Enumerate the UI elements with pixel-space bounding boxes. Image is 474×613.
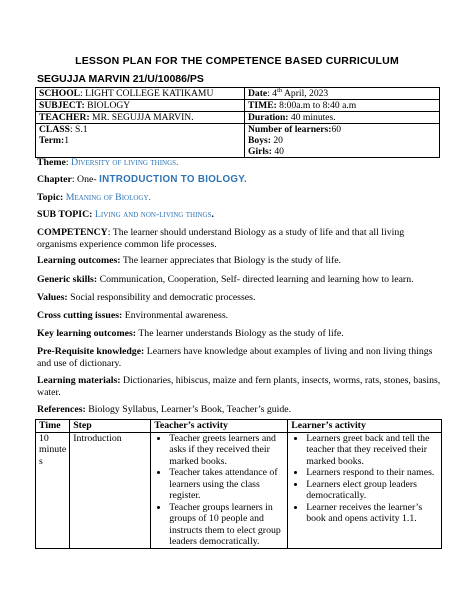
chapter-line bbox=[37, 174, 247, 186]
duration-label: Duration: bbox=[248, 112, 289, 123]
term-label: Term: bbox=[39, 135, 65, 146]
materials-paragraph bbox=[37, 375, 442, 399]
term-value: 1 bbox=[64, 135, 70, 146]
school-value: : LIGHT COLLEGE KATIKAMU bbox=[80, 88, 214, 99]
subject-label: SUBJECT: bbox=[39, 100, 85, 111]
author-line: SEGUJJA MARVIN 21/U/10086/PS bbox=[37, 73, 204, 85]
generic-skills-line bbox=[37, 274, 414, 286]
time-cell: 10 minute s bbox=[36, 432, 70, 548]
school-label: SCHOOL bbox=[39, 88, 81, 99]
date-sup: th bbox=[277, 86, 283, 94]
learner-activity-cell bbox=[288, 432, 442, 548]
generic-skills-value: Communication, Cooperation, Self- directed learning and learning how to learn. bbox=[97, 274, 414, 285]
learners-cell bbox=[245, 124, 440, 158]
step-cell: Introduction bbox=[70, 432, 151, 548]
time-label: TIME: bbox=[248, 100, 277, 111]
materials-label: Learning materials: bbox=[37, 375, 121, 386]
header-time: Time bbox=[36, 420, 70, 433]
chapter-value: INTRODUCTION TO BIOLOGY. bbox=[99, 174, 248, 185]
teacher-cell bbox=[36, 112, 245, 124]
values-label: Values: bbox=[37, 292, 68, 303]
references-value: Biology Syllabus, Learner’s Book, Teacher’s guide. bbox=[85, 404, 292, 415]
learners-label: Number of learners: bbox=[248, 124, 332, 135]
info-row bbox=[36, 88, 440, 100]
competency-paragraph bbox=[37, 227, 442, 251]
learner-activity-item: • Learner receives the learner’s book and opens activity 1.1. bbox=[306, 502, 438, 525]
boys-value: 20 bbox=[270, 135, 283, 146]
materials-value: Dictionaries, hibiscus, maize and fern plants, insects, worms, rats, stones, basins, water. bbox=[37, 375, 441, 398]
prerequisite-paragraph bbox=[37, 346, 442, 370]
references-line bbox=[37, 404, 291, 416]
values-line bbox=[37, 292, 255, 304]
subject-value: BIOLOGY bbox=[84, 100, 131, 111]
values-value: Social responsibility and democratic processes. bbox=[67, 292, 256, 303]
topic-line bbox=[37, 192, 151, 204]
key-outcomes-label: Key learning outcomes: bbox=[37, 328, 137, 339]
class-label: CLASS bbox=[39, 124, 70, 135]
competency-value: : The learner should understand Biology as a study of life and that all living organisms experience common life processes. bbox=[37, 227, 405, 250]
teacher-value: MR. SEGUJJA MARVIN. bbox=[89, 112, 194, 123]
learner-activity-item: • Learners elect group leaders democratically. bbox=[306, 479, 438, 502]
references-label: References: bbox=[37, 404, 86, 415]
date-cell bbox=[245, 88, 440, 100]
topic-value: Meaning of Biology. bbox=[65, 192, 151, 203]
theme-label: Theme bbox=[37, 157, 66, 168]
class-cell bbox=[36, 124, 245, 158]
info-row bbox=[36, 100, 440, 112]
teacher-activity-item: • Teacher groups learners in groups of 10 people and instructs them to elect group leaders democratically. bbox=[169, 502, 284, 548]
girls-value: 40 bbox=[271, 146, 284, 157]
key-outcomes-line bbox=[37, 328, 344, 340]
activity-table bbox=[35, 419, 442, 549]
learning-outcomes-line bbox=[37, 255, 341, 267]
theme-value: Diversity of living things. bbox=[71, 157, 179, 168]
cross-cutting-value: Environmental awareness. bbox=[122, 310, 229, 321]
activity-row bbox=[36, 432, 442, 548]
cross-cutting-label: Cross cutting issues: bbox=[37, 310, 123, 321]
prerequisite-label: Pre-Requisite knowledge: bbox=[37, 346, 145, 357]
learner-activity-item: • Learners greet back and tell the teacher that they received their marked books. bbox=[306, 433, 438, 468]
chapter-label: Chapter bbox=[37, 174, 72, 185]
duration-value: 40 minutes. bbox=[288, 112, 336, 123]
learner-activity-item: • Learners respond to their names. bbox=[306, 467, 438, 479]
activity-header-row bbox=[36, 420, 442, 433]
time-cell bbox=[245, 100, 440, 112]
teacher-label: TEACHER: bbox=[39, 112, 90, 123]
subtopic-line bbox=[37, 209, 214, 221]
teacher-activity-item: • Teacher greets learners and asks if they received their marked books. bbox=[169, 433, 284, 468]
subtopic-value: Living and non-living things bbox=[94, 209, 212, 220]
learning-outcomes-value: The learner appreciates that Biology is the study of life. bbox=[120, 255, 342, 266]
date-value-suffix: April, 2023 bbox=[282, 88, 329, 99]
header-teacher-activity: Teacher’s activity bbox=[151, 420, 288, 433]
key-outcomes-value: The learner understands Biology as the study of life. bbox=[136, 328, 344, 339]
learning-outcomes-label: Learning outcomes: bbox=[37, 255, 121, 266]
subject-cell bbox=[36, 100, 245, 112]
cross-cutting-line bbox=[37, 310, 228, 322]
prerequisite-value: Learners have knowledge about examples of living and non living things and use of dictionary. bbox=[37, 346, 433, 369]
generic-skills-label: Generic skills: bbox=[37, 274, 98, 285]
subtopic-label: SUB TOPIC: bbox=[37, 209, 93, 220]
boys-label: Boys: bbox=[248, 135, 271, 146]
document-title: LESSON PLAN FOR THE COMPETENCE BASED CURRICULUM bbox=[75, 55, 399, 67]
topic-label: Topic: bbox=[37, 192, 64, 203]
subtopic-end: . bbox=[211, 209, 214, 220]
theme-line bbox=[37, 157, 179, 169]
date-label: Date bbox=[248, 88, 268, 99]
duration-cell bbox=[245, 112, 440, 124]
chapter-prefix: : One- bbox=[71, 174, 100, 185]
header-learner-activity: Learner’s activity bbox=[288, 420, 442, 433]
competency-label: COMPETENCY bbox=[37, 227, 108, 238]
learners-value: 60 bbox=[331, 124, 342, 135]
date-value: : 4 bbox=[267, 88, 278, 99]
class-value: : S.1 bbox=[69, 124, 88, 135]
teacher-activity-cell bbox=[151, 432, 288, 548]
teacher-activity-item: • Teacher takes attendance of learners using the class register. bbox=[169, 467, 284, 502]
time-value: 8:00a.m to 8:40 a.m bbox=[276, 100, 357, 111]
info-row bbox=[36, 124, 440, 158]
info-table bbox=[35, 87, 440, 158]
theme-colon: : bbox=[65, 157, 72, 168]
header-step: Step bbox=[70, 420, 151, 433]
school-cell bbox=[36, 88, 245, 100]
info-row bbox=[36, 112, 440, 124]
girls-label: Girls: bbox=[248, 146, 272, 157]
